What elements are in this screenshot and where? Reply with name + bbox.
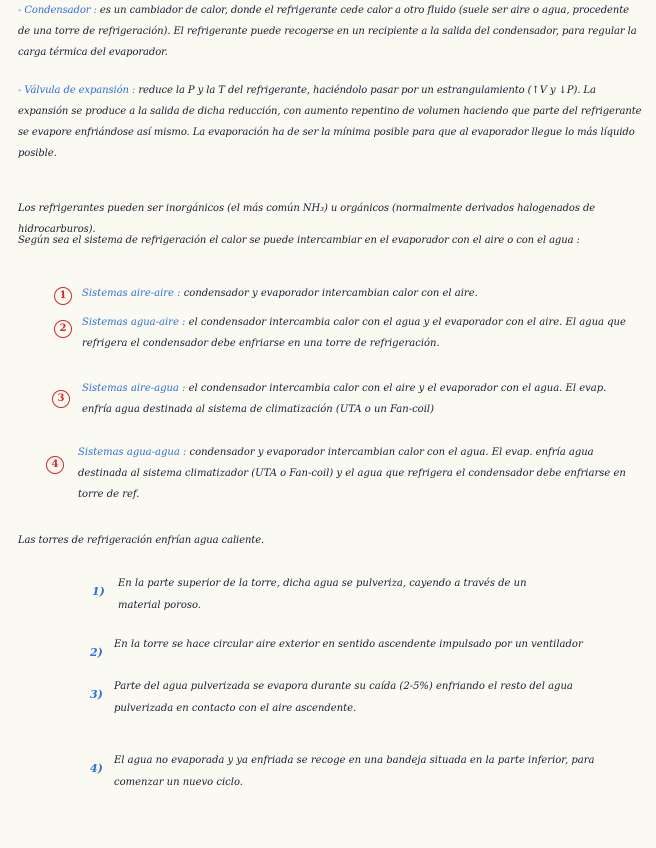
text-valvula: reduce la P y la T del refrigerante, haciéndolo pasar por un estrangulamiento (↑V y ↓P). La expansión se produce a la salida de dicha reducción, con aumento repentino de volumen haciendo que parte del refrigerante se evapore enfriándose así mismo. La evaporación ha de ser la mínima posible para que al evaporador llegue lo más líquido posible. <box>18 85 642 159</box>
paso-3-number: 3) <box>90 688 103 701</box>
circle-number-1: 1 <box>54 287 72 305</box>
circle-number-3: 3 <box>52 390 70 408</box>
sistema-3-term: Sistemas aire-agua : <box>82 383 186 394</box>
paso-1-text: En la parte superior de la torre, dicha agua se pulveriza, cayendo a través de un material poroso. <box>118 578 527 611</box>
sistema-2-text: el condensador intercambia calor con el agua y el evaporador con el aire. El agua que refrigera el condensador debe enfriarse en una torre de refrigeración. <box>82 317 626 349</box>
sistema-4-text: condensador y evaporador intercambian calor con el agua. El evap. enfría agua destinada al sistema climatizador (UTA o Fan-coil) y el agua que refrigera el condensador debe enfriarse en torre de ref. <box>78 447 626 500</box>
paragraph-segun: Según sea el sistema de refrigeración el calor se puede intercambiar en el evaporador con el aire o con el agua : <box>18 235 580 246</box>
sistema-2 <box>82 312 637 354</box>
sistema-2-term: Sistemas agua-aire : <box>82 317 186 328</box>
sistema-1-term: Sistemas aire-aire : <box>82 288 181 299</box>
paso-1-number: 1) <box>92 585 105 598</box>
paso-2-number: 2) <box>90 646 103 659</box>
paragraph-refrigerantes: Los refrigerantes pueden ser inorgánicos (el más común NH₃) u orgánicos (normalmente derivados halogenados de hidrocarburos). <box>18 203 596 235</box>
sistema-3 <box>82 378 637 420</box>
paso-3-text: Parte del agua pulverizada se evapora durante su caída (2-5%) enfriando el resto del agua pulverizada en contacto con el aire ascendente. <box>114 681 573 714</box>
paso-2-text: En la torre se hace circular aire exterior en sentido ascendente impulsado por un ventilador <box>114 639 583 650</box>
paso-4-text: El agua no evaporada y ya enfriada se recoge en una bandeja situada en la parte inferior, para comenzar un nuevo ciclo. <box>114 755 595 788</box>
text-condensador: es un cambiador de calor, donde el refrigerante cede calor a otro fluido (suele ser aire o agua, procedente de una torre de refrigeración). El refrigerante puede recogerse en un recipiente a la salida del condensador, para regular la carga térmica del evaporador. <box>18 5 637 58</box>
paragraph-torres: Las torres de refrigeración enfrían agua caliente. <box>18 535 265 546</box>
circle-number-2: 2 <box>54 320 72 338</box>
term-valvula: - Válvula de expansión : <box>18 85 136 96</box>
sistema-3-text: el condensador intercambia calor con el aire y el evaporador con el agua. El evap. enfría agua destinada al sistema de climatización (UTA o un Fan-coil) <box>82 383 607 415</box>
term-condensador: - Condensador : <box>18 5 97 16</box>
paragraph-condensador <box>18 0 642 63</box>
circle-number-4: 4 <box>46 456 64 474</box>
paso-4-number: 4) <box>90 762 103 775</box>
sistema-1-text: condensador y evaporador intercambian calor con el aire. <box>183 288 478 299</box>
paragraph-valvula <box>18 80 642 164</box>
sistema-4-term: Sistemas agua-agua : <box>78 447 187 458</box>
sistema-4 <box>78 442 638 505</box>
sistema-1 <box>82 283 637 304</box>
